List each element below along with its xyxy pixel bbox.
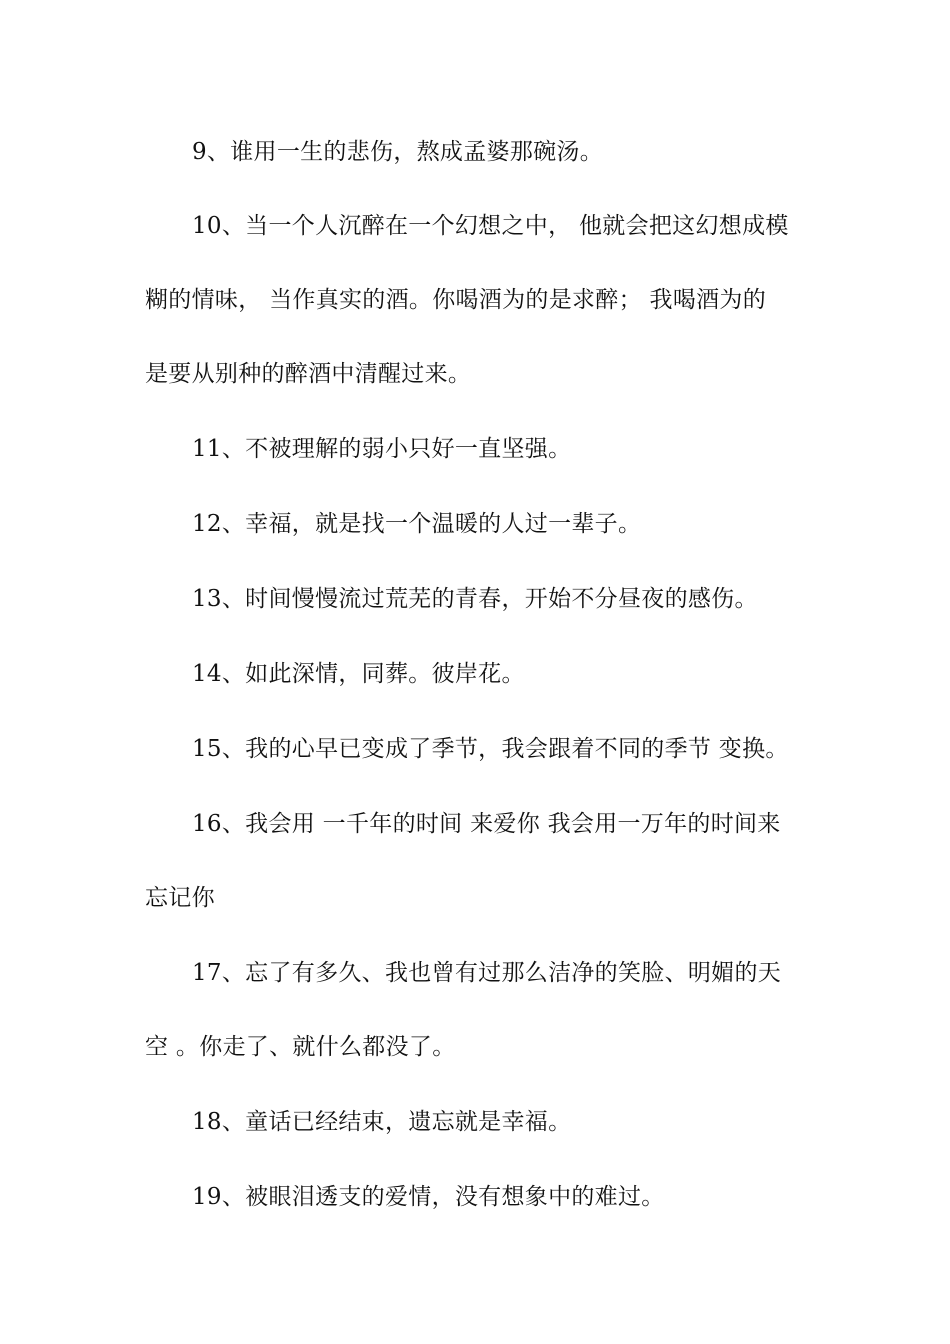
text-line: 糊的情味， 当作真实的酒。你喝酒为的是求醉； 我喝酒为的: [145, 287, 767, 313]
text-line: 10、当一个人沉醉在一个幻想之中， 他就会把这幻想成模: [192, 213, 789, 239]
text-line: 忘记你: [145, 885, 215, 911]
text-line: 19、被眼泪透支的爱情，没有想象中的难过。: [192, 1184, 665, 1210]
text-line: 是要从别种的醉酒中清醒过来。: [145, 361, 472, 387]
text-line: 15、我的心早已变成了季节，我会跟着不同的季节 变换。: [192, 736, 789, 762]
text-line: 18、童话已经结束，遗忘就是幸福。: [192, 1109, 572, 1135]
text-line: 16、我会用 一千年的时间 来爱你 我会用一万年的时间来: [192, 811, 781, 837]
text-line: 9、谁用一生的悲伤，熬成孟婆那碗汤。: [192, 139, 604, 165]
text-line: 13、时间慢慢流过荒芜的青春，开始不分昼夜的感伤。: [192, 586, 758, 612]
text-line: 17、忘了有多久、我也曾有过那么洁净的笑脸、明媚的天: [192, 960, 782, 986]
text-line: 空 。你走了、就什么都没了。: [145, 1034, 456, 1060]
text-line: 12、幸福，就是找一个温暖的人过一辈子。: [192, 511, 642, 537]
text-line: 14、如此深情，同葬。彼岸花。: [192, 661, 525, 687]
text-line: 11、不被理解的弱小只好一直坚强。: [192, 436, 572, 462]
